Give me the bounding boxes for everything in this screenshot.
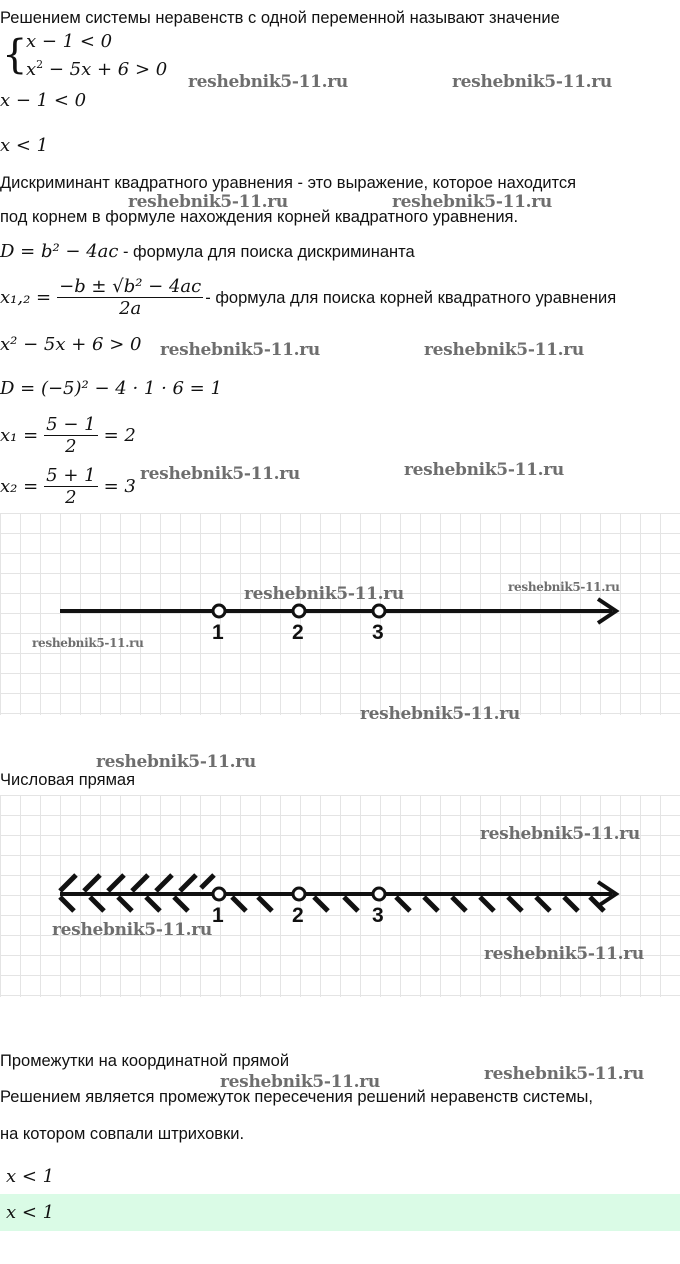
inequality-1: x − 1 < 0 <box>0 90 87 111</box>
tick-label-3: 3 <box>372 621 384 644</box>
number-line-1-grid <box>0 513 680 715</box>
root-2-row: x₂ = $\frac{5 + 1}{2}$ = 3 <box>0 465 136 508</box>
watermark: reshebnik5-11.ru <box>128 192 288 212</box>
number-line-caption: Числовая прямая <box>0 771 136 789</box>
answer-highlighted-text: x < 1 <box>6 1202 55 1223</box>
watermark: reshebnik5-11.ru <box>360 704 520 724</box>
tick-label-2: 2 <box>292 904 304 927</box>
tick-label-3: 3 <box>372 904 384 927</box>
watermark: reshebnik5-11.ru <box>140 464 300 484</box>
watermark: reshebnik5-11.ru <box>484 1064 644 1084</box>
system-brace: { <box>2 32 28 78</box>
answer-plain: x < 1 <box>6 1166 55 1187</box>
watermark: reshebnik5-11.ru <box>32 636 144 650</box>
roots-formula-lhs: x₁,₂ = <box>0 287 52 308</box>
watermark: reshebnik5-11.ru <box>188 72 348 92</box>
watermark: reshebnik5-11.ru <box>480 824 640 844</box>
intro-text: Решением системы неравенств с одной переменной называют значение <box>0 9 560 27</box>
system-row-1: x − 1 < 0 <box>26 31 113 52</box>
roots-formula-note: - формула для поиска корней квадратного уравнения <box>205 288 617 307</box>
solution-text-line-1: Решением является промежуток пересечения решений неравенств системы, <box>0 1088 593 1106</box>
watermark: reshebnik5-11.ru <box>484 944 644 964</box>
discriminant-formula-note: - формула для поиска дискриминанта <box>122 243 415 261</box>
solution-text-line-2: на котором совпали штриховки. <box>0 1125 245 1143</box>
roots-formula-fraction: $\frac{\text{−b ± √b² − 4ac}}{2a}$ <box>59 276 202 319</box>
watermark: reshebnik5-11.ru <box>404 460 564 480</box>
number-line-1 <box>0 513 680 715</box>
roots-formula-row <box>0 276 616 319</box>
discriminant-def-line-1: Дискриминант квадратного уравнения - это выражение, которое находится <box>0 174 577 192</box>
hatching-lower <box>60 897 604 911</box>
watermark: reshebnik5-11.ru <box>424 340 584 360</box>
watermark: reshebnik5-11.ru <box>244 584 404 604</box>
watermark: reshebnik5-11.ru <box>160 340 320 360</box>
inequality-1-result: x < 1 <box>0 135 49 156</box>
answer-highlight <box>0 1194 680 1231</box>
discriminant-formula-row <box>0 241 415 262</box>
watermark: reshebnik5-11.ru <box>220 1072 380 1092</box>
hatching-left-upper <box>60 875 214 891</box>
tick-label-2: 2 <box>292 621 304 644</box>
watermark: reshebnik5-11.ru <box>96 752 256 772</box>
discriminant-formula: D = b² − 4ac <box>0 241 119 262</box>
root-1-row: x₁ = $\frac{5 - 1}{2}$ = 2 <box>0 414 136 457</box>
watermark: reshebnik5-11.ru <box>452 72 612 92</box>
watermark: reshebnik5-11.ru <box>392 192 552 212</box>
watermark: reshebnik5-11.ru <box>52 920 212 940</box>
system-row-2: $x^2 - 5x + 6 > 0$ <box>26 58 168 80</box>
intervals-caption: Промежутки на координатной прямой <box>0 1052 290 1070</box>
discriminant-def-line-2: под корнем в формуле нахождения корней квадратного уравнения. <box>0 208 519 226</box>
tick-label-1: 1 <box>212 904 224 927</box>
tick-label-1: 1 <box>212 621 224 644</box>
watermark: reshebnik5-11.ru <box>508 580 620 594</box>
discriminant-calculation: D = (−5)² − 4 · 1 · 6 = 1 <box>0 378 222 399</box>
quadratic-inequality: x² − 5x + 6 > 0 <box>0 334 142 355</box>
